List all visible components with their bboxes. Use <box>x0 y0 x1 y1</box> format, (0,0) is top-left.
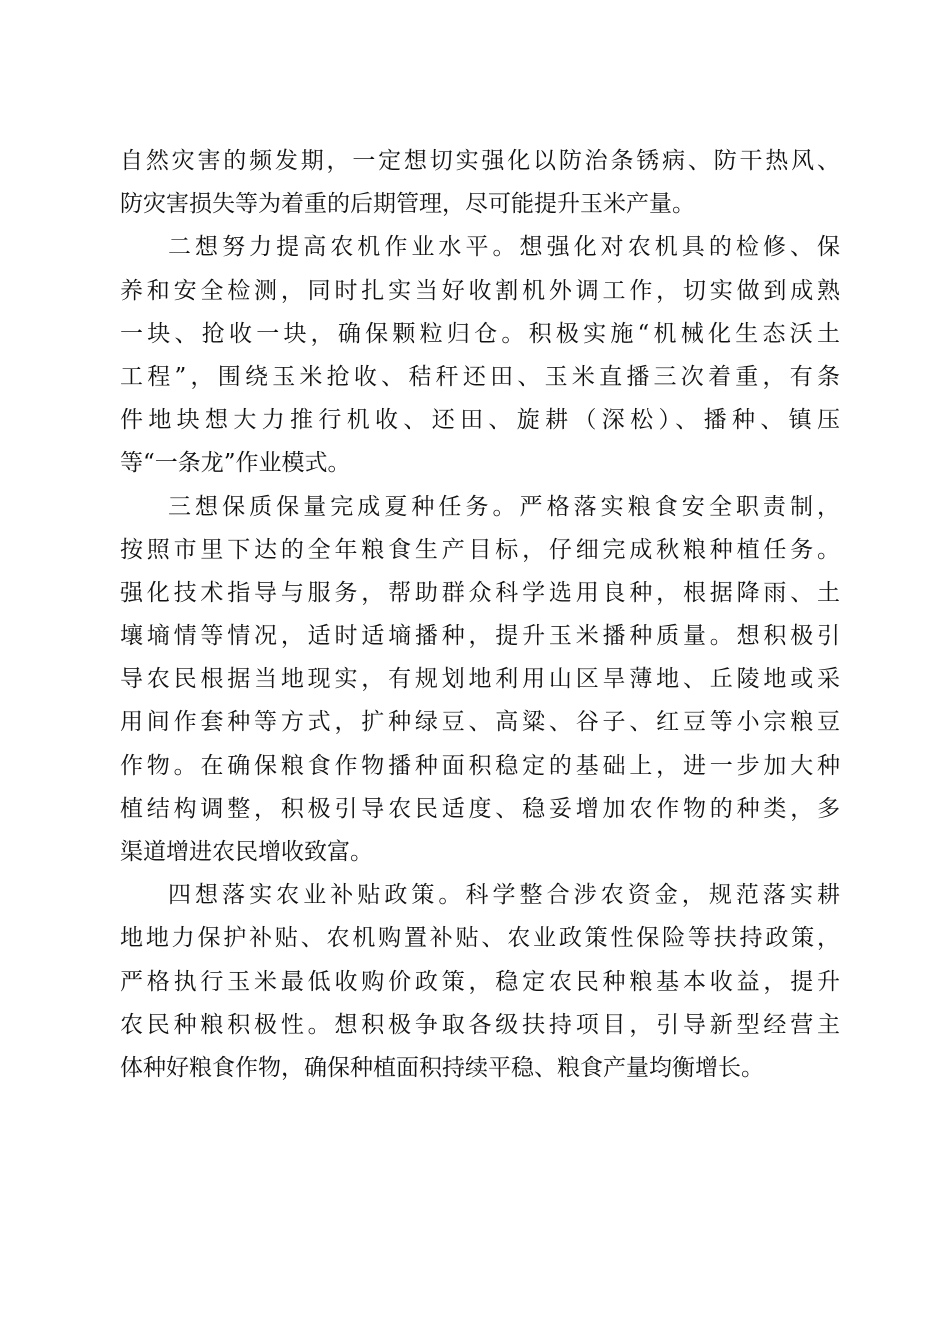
paragraph <box>120 486 840 875</box>
text-line: 工程”，围绕玉米抢收、秸秆还田、玉米直播三次着重，有条 <box>120 363 840 390</box>
text-line: 防灾害损失等为着重的后期管理，尽可能提升玉米产量。 <box>120 191 695 218</box>
text-line: 用间作套种等方式，扩种绿豆、高粱、谷子、红豆等小宗粮豆 <box>120 709 840 736</box>
text-line: 四想落实农业补贴政策。科学整合涉农资金，规范落实耕 <box>168 882 840 909</box>
text-line: 导农民根据当地现实，有规划地利用山区旱薄地、丘陵地或采 <box>120 666 840 693</box>
text-line: 植结构调整，积极引导农民适度、稳妥增加农作物的种类，多 <box>120 795 840 822</box>
text-line: 农民种粮积极性。想积极争取各级扶持项目，引导新型经营主 <box>120 1011 840 1038</box>
text-line: 体种好粮食作物，确保种植面积持续平稳、粮食产量均衡增长。 <box>120 1054 764 1081</box>
text-line: 按照市里下达的全年粮食生产目标，仔细完成秋粮种植任务。 <box>120 536 840 563</box>
text-line: 作物。在确保粮食作物播种面积稳定的基础上，进一步加大种 <box>120 752 840 779</box>
text-line: 一块、抢收一块，确保颗粒归仓。积极实施“机械化生态沃土 <box>120 320 840 347</box>
text-line: 强化技术指导与服务，帮助群众科学选用良种，根据降雨、土 <box>120 579 840 606</box>
text-line: 严格执行玉米最低收购价政策，稳定农民种粮基本收益，提升 <box>120 968 840 995</box>
text-line: 渠道增进农民增收致富。 <box>120 839 373 865</box>
text-line: 自然灾害的频发期，一定想切实强化以防治条锈病、防干热风、 <box>120 148 840 174</box>
paragraph <box>120 874 840 1090</box>
text-line: 件地块想大力推行机收、还田、旋耕（深松）、播种、镇压 <box>120 407 840 434</box>
paragraph <box>120 226 840 485</box>
text-line: 壤墒情等情况，适时适墒播种，提升玉米播种质量。想积极引 <box>120 623 840 650</box>
document-body <box>120 140 840 1090</box>
text-line: 地地力保护补贴、农机购置补贴、农业政策性保险等扶持政策， <box>120 925 840 952</box>
paragraph <box>120 140 840 226</box>
text-line: 二想努力提高农机作业水平。想强化对农机具的检修、保 <box>168 234 840 261</box>
text-line: 三想保质保量完成夏种任务。严格落实粮食安全职责制， <box>168 493 840 520</box>
text-line: 养和安全检测，同时扎实当好收割机外调工作，切实做到成熟 <box>120 277 840 304</box>
text-line: 等“一条龙”作业模式。 <box>120 450 351 477</box>
